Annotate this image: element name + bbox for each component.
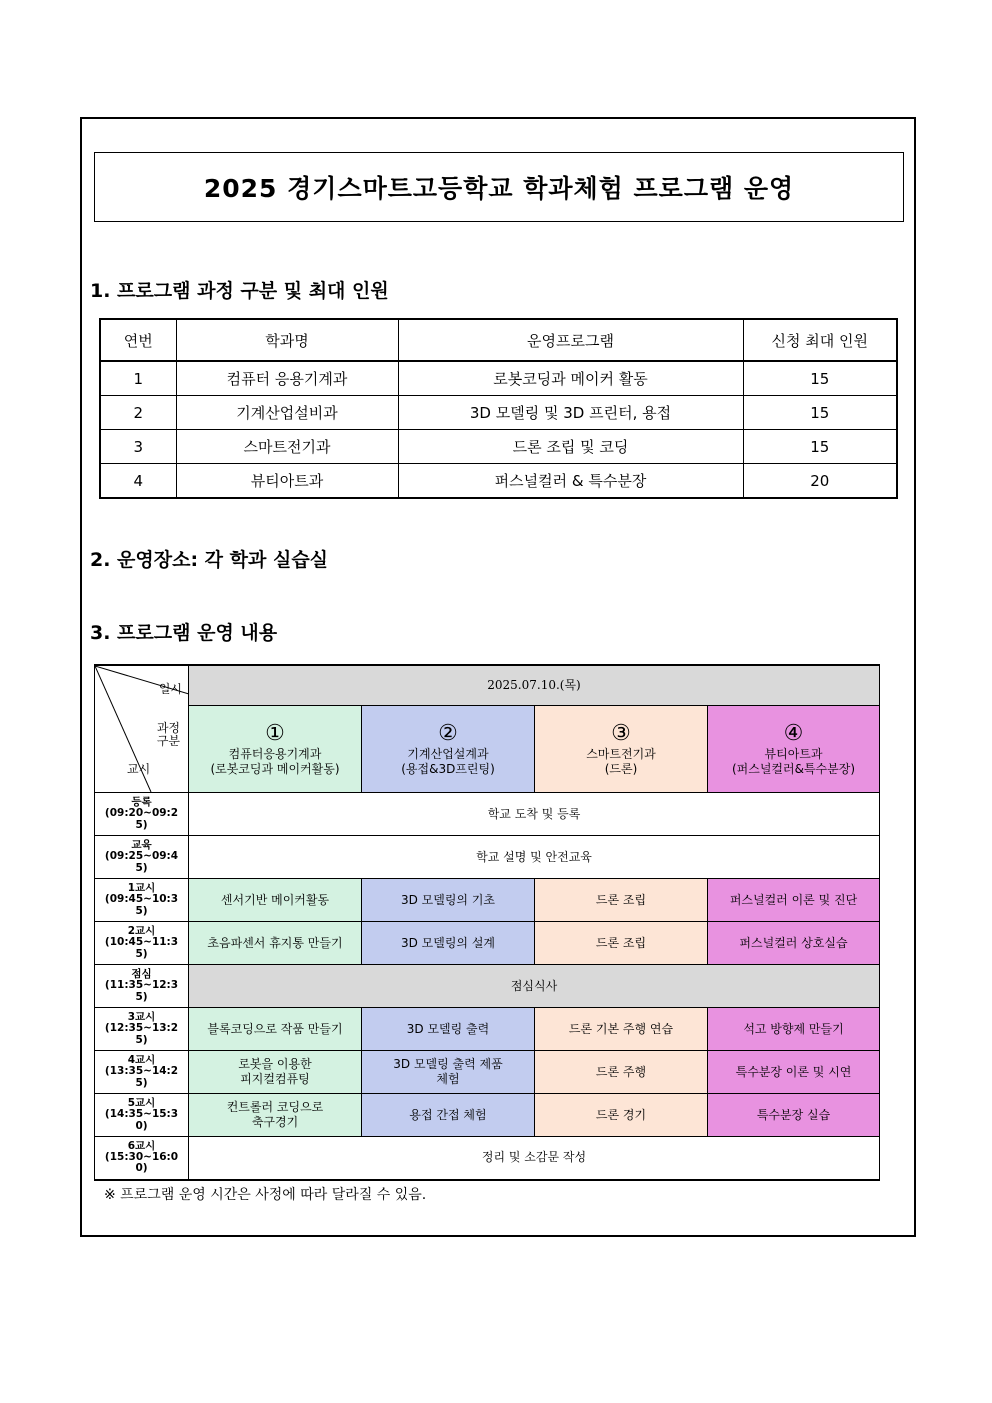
activity-cell: 드론 조립 <box>535 922 708 965</box>
corner-period-label: 교시 <box>127 762 151 776</box>
schedule-table <box>94 664 880 1181</box>
dept-header-1 <box>189 705 362 792</box>
cell-number: 4 <box>100 464 176 499</box>
activity-cell: 3D 모델링의 설계 <box>362 922 535 965</box>
schedule-date: 2025.07.10.(목) <box>189 665 880 705</box>
dept-sub: (로봇코딩과 메이커활동) <box>210 762 340 777</box>
cell-department: 스마트전기과 <box>176 430 398 464</box>
dept-sub: (용접&3D프린팅) <box>401 762 495 777</box>
period-cell: 6교시 (15:30~16:0 0) <box>95 1137 189 1180</box>
cell-department: 뷰티아트과 <box>176 464 398 499</box>
corner-course-label: 과정 구분 <box>156 721 180 749</box>
dept-name: 컴퓨터응용기계과 <box>228 747 322 762</box>
activity-merged-cell: 정리 및 소감문 작성 <box>189 1137 880 1180</box>
schedule-row <box>95 922 880 965</box>
page-title: 2025 경기스마트고등학교 학과체험 프로그램 운영 <box>94 152 904 222</box>
activity-merged-cell: 학교 도착 및 등록 <box>189 793 880 836</box>
cell-number: 3 <box>100 430 176 464</box>
activity-cell: 컨트롤러 코딩으로 축구경기 <box>189 1094 362 1137</box>
cell-number: 1 <box>100 361 176 396</box>
activity-merged-cell: 학교 설명 및 안전교육 <box>189 836 880 879</box>
schedule-note: ※ 프로그램 운영 시간은 사정에 따라 달라질 수 있음. <box>104 1187 427 1203</box>
period-cell: 3교시 (12:35~13:2 5) <box>95 1008 189 1051</box>
activity-cell: 초음파센서 휴지통 만들기 <box>189 922 362 965</box>
activity-merged-cell: 점심식사 <box>189 965 880 1008</box>
col-header-program: 운영프로그램 <box>398 319 743 361</box>
period-cell: 5교시 (14:35~15:3 0) <box>95 1094 189 1137</box>
period-cell: 점심 (11:35~12:3 5) <box>95 965 189 1008</box>
activity-cell: 3D 모델링 출력 제품 체험 <box>362 1051 535 1094</box>
dept-name: 뷰티아트과 <box>764 747 823 762</box>
activity-cell: 특수분장 이론 및 시연 <box>708 1051 880 1094</box>
section-1-heading: 1. 프로그램 과정 구분 및 최대 인원 <box>90 280 389 302</box>
activity-cell: 로봇을 이용한 피지컬컴퓨팅 <box>189 1051 362 1094</box>
activity-cell: 센서기반 메이커활동 <box>189 879 362 922</box>
cell-program: 로봇코딩과 메이커 활동 <box>398 361 743 396</box>
cell-department: 컴퓨터 응용기계과 <box>176 361 398 396</box>
dept-number: ② <box>438 720 458 746</box>
schedule-row <box>95 793 880 836</box>
dept-header-3 <box>535 705 708 792</box>
col-header-department: 학과명 <box>176 319 398 361</box>
activity-cell: 드론 경기 <box>535 1094 708 1137</box>
schedule-row <box>95 1051 880 1094</box>
table-header-row <box>100 319 897 361</box>
cell-number: 2 <box>100 396 176 430</box>
schedule-department-row <box>95 705 880 792</box>
cell-capacity: 15 <box>743 396 897 430</box>
activity-cell: 3D 모델링의 기초 <box>362 879 535 922</box>
cell-capacity: 15 <box>743 361 897 396</box>
dept-header-4 <box>708 705 880 792</box>
col-header-number: 연번 <box>100 319 176 361</box>
cell-capacity: 20 <box>743 464 897 499</box>
cell-program: 3D 모델링 및 3D 프린터, 용접 <box>398 396 743 430</box>
table-row <box>100 361 897 396</box>
activity-cell: 블록코딩으로 작품 만들기 <box>189 1008 362 1051</box>
activity-cell: 용접 간접 체험 <box>362 1094 535 1137</box>
dept-name: 기계산업설계과 <box>407 747 489 762</box>
schedule-row <box>95 1137 880 1180</box>
table-row <box>100 430 897 464</box>
schedule-row <box>95 879 880 922</box>
table-row <box>100 396 897 430</box>
activity-cell: 퍼스널컬러 이론 및 진단 <box>708 879 880 922</box>
col-header-capacity: 신청 최대 인원 <box>743 319 897 361</box>
dept-name: 스마트전기과 <box>586 747 656 762</box>
period-cell: 2교시 (10:45~11:3 5) <box>95 922 189 965</box>
schedule-row <box>95 1008 880 1051</box>
corner-date-label: 일시 <box>158 682 182 696</box>
cell-program: 드론 조립 및 코딩 <box>398 430 743 464</box>
program-capacity-table <box>99 318 898 499</box>
schedule-row <box>95 965 880 1008</box>
dept-sub: (퍼스널컬러&특수분장) <box>731 762 856 777</box>
activity-cell: 퍼스널컬러 상호실습 <box>708 922 880 965</box>
schedule-row <box>95 836 880 879</box>
activity-cell: 석고 방향제 만들기 <box>708 1008 880 1051</box>
period-cell: 등록 (09:20~09:2 5) <box>95 793 189 836</box>
cell-program: 퍼스널컬러 & 특수분장 <box>398 464 743 499</box>
cell-department: 기계산업설비과 <box>176 396 398 430</box>
period-cell: 1교시 (09:45~10:3 5) <box>95 879 189 922</box>
dept-number: ③ <box>611 720 631 746</box>
table-row <box>100 464 897 499</box>
section-3-heading: 3. 프로그램 운영 내용 <box>90 622 278 644</box>
dept-sub: (드론) <box>604 762 638 777</box>
activity-cell: 3D 모델링 출력 <box>362 1008 535 1051</box>
period-cell: 4교시 (13:35~14:2 5) <box>95 1051 189 1094</box>
cell-capacity: 15 <box>743 430 897 464</box>
dept-number: ① <box>265 720 285 746</box>
period-cell: 교육 (09:25~09:4 5) <box>95 836 189 879</box>
activity-cell: 드론 조립 <box>535 879 708 922</box>
activity-cell: 드론 주행 <box>535 1051 708 1094</box>
activity-cell: 특수분장 실습 <box>708 1094 880 1137</box>
activity-cell: 드론 기본 주행 연습 <box>535 1008 708 1051</box>
schedule-row <box>95 1094 880 1137</box>
dept-number: ④ <box>783 720 804 746</box>
section-2-heading: 2. 운영장소: 각 학과 실습실 <box>90 549 329 571</box>
dept-header-2 <box>362 705 535 792</box>
schedule-date-row <box>95 665 880 705</box>
schedule-corner-header <box>95 665 189 793</box>
